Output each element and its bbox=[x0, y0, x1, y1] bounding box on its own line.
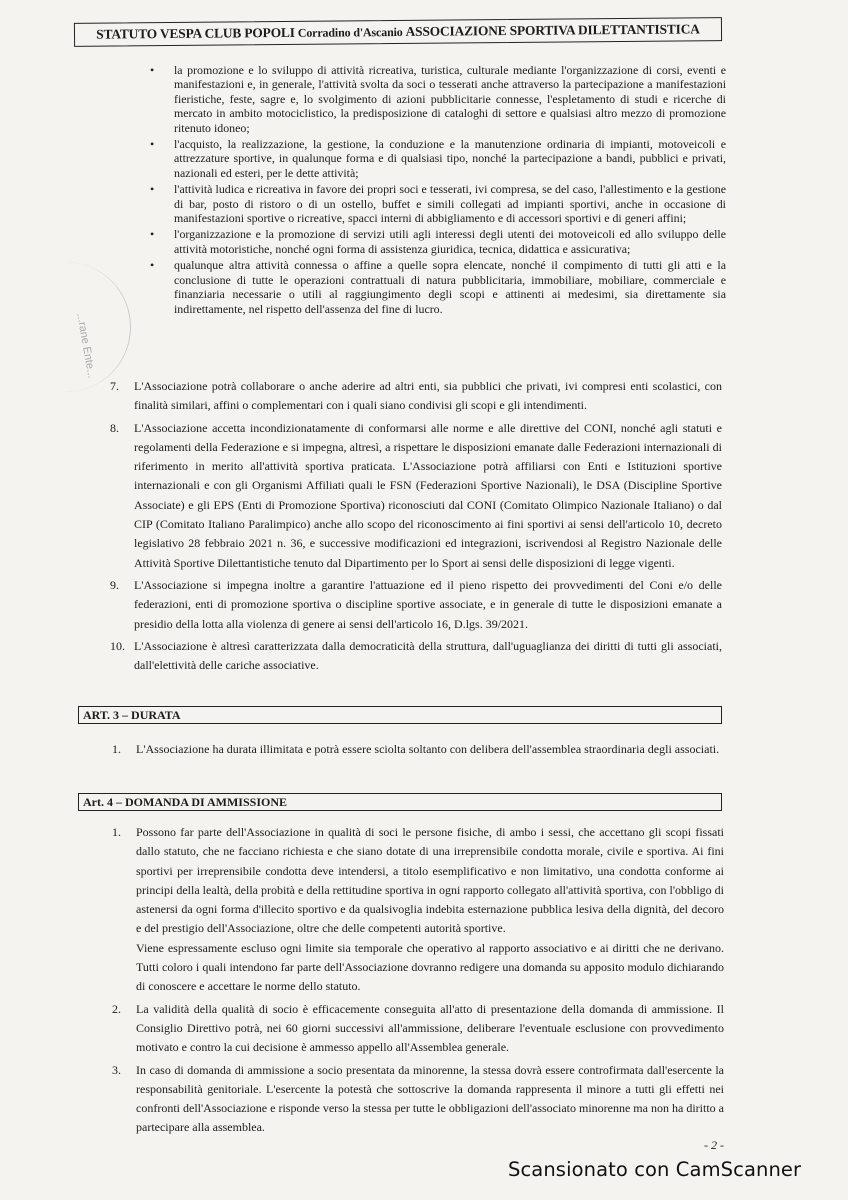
article-2-clauses bbox=[110, 377, 722, 678]
clause-item: 8. L'Associazione accetta incondizionatamente di conformarsi alle norme e alle direttive del CONI, nonché agli statuti e regolamenti della Federazione e si impegna, altresì, a rispettare le disposizioni emanate dalle Federazioni internazionali di riferimento in merito all'attività sportiva praticata. L'Associazione potrà affiliarsi con Enti e Istituzioni sportive internazionali e con gli Organismi Affiliati quali le FSN (Federazioni Sportive Nazionali), le DSA (Discipline Sportive Associate) e gli EPS (Enti di Promozione Sportiva) riconosciuti dal CONI (Comitato Olimpico Nazionale Italiano) o dal CIP (Comitato Italiano Paralimpico) anche allo scopo del riconoscimento ai fini sportivi ai sensi dell'articolo 10, decreto legislativo 28 febbraio 2021 n. 36, e successive modificazioni ed integrazioni, iscrivendosi al Registro Nazionale delle Attività Sportive Dilettantistiche tenuto dal Dipartimento per lo Sport ai sensi delle disposizioni di legge vigenti. bbox=[110, 420, 722, 570]
list-item: • l'attività ludica e ricreativa in favore dei propri soci e tesserati, ivi compresa, se del caso, l'allestimento e la gestione di bar, posto di ristoro o di un ostello, buffet e simili collegati ad impianti sportivi, anche in occasione di manifestazioni sportive o ricreative, spacci interni di abbigliamento e di accessori sportivi e di generi affini; bbox=[150, 182, 726, 226]
bullet-icon: • bbox=[150, 63, 155, 77]
stamp-text: ...rane Ente... bbox=[74, 312, 98, 380]
activities-bullet-list bbox=[148, 63, 726, 318]
bullet-icon: • bbox=[150, 182, 155, 197]
clause-item: 10. L'Associazione è altresì caratterizzata dalla democraticità della struttura, dall'uguaglianza dei diritti di tutti gli associati, dall'elettività delle cariche associative. bbox=[110, 638, 722, 673]
article-3-clauses bbox=[112, 740, 722, 762]
article-4-clauses bbox=[112, 823, 724, 1141]
bullet-icon: • bbox=[150, 227, 155, 242]
header-association-type: ASSOCIAZIONE SPORTIVA DILETTANTISTICA bbox=[405, 21, 700, 39]
article-3-heading: ART. 3 – DURATA bbox=[78, 706, 722, 724]
clause-item: 2. La validità della qualità di socio è efficacemente conseguita all'atto di presentazione della domanda di ammissione. Il Consiglio Direttivo potrà, nei 60 giorni successivi all'ammissione, deliberare l'eventuale esclusione con provvedimento motivato e contro la cui decisione è ammesso appello all'Assemblea generale. bbox=[112, 1001, 724, 1055]
header-club-name: Corradino d'Ascanio bbox=[297, 24, 403, 40]
clause-item: 7. L'Associazione potrà collaborare o anche aderire ad altri enti, sia pubblici che privati, ivi compresi enti scolastici, con finalità similari, affini o complementari con i quali siano condivisi gli scopi e gli intendimenti. bbox=[110, 379, 722, 413]
clause-item: 1. L'Associazione ha durata illimitata e potrà essere sciolta soltanto con delibera dell'assemblea straordinaria degli associati. bbox=[112, 742, 720, 756]
scanner-watermark: Scansionato con CamScanner bbox=[508, 1158, 802, 1181]
clause-item: 3. In caso di domanda di ammissione a socio presentata da minorenne, la stessa dovrà essere controfirmata dall'esercente la responsabilità genitoriale. L'esercente la potestà che sottoscrive la domanda rappresenta il minore a tutti gli effetti nei confronti dell'Associazione e risponde verso la stessa per tutte le obbligazioni dell'associato minorenne ma non ha diritto a partecipare alla assemblea. bbox=[112, 1062, 724, 1135]
header-brand: STATUTO VESPA CLUB POPOLI bbox=[96, 24, 295, 42]
bullet-icon: • bbox=[150, 137, 155, 152]
bullet-icon: • bbox=[150, 258, 155, 273]
clause-item: 1. Possono far parte dell'Associazione in qualità di soci le persone fisiche, di ambo i sessi, che accettano gli scopi fissati dallo statuto, che ne facciano richiesta e che siano dotate di una irreprensibile condotta morale, civile e sportiva. Ai fini sportivi per irreprensibile condotta deve intendersi, a titolo esemplificativo e non limitativo, una condotta conforme ai principi della lealtà, della probità e della rettitudine sportiva in ogni rapporto collegato all'attività sportiva, con l'obbligo di astenersi da ogni forma d'illecito sportivo e da qualsivoglia indebita esternazione pubblica lesiva della dignità, del decoro e del prestigio dell'Associazione, oltre che delle competenti autorità sportive. Viene espressamente escluso ogni limite sia temporale che operativo al rapporto associativo e ai diritti che ne derivano. Tutti coloro i quali intendono far parte dell'Associazione dovranno redigere una domanda su apposito modulo dichiarando di conoscere e accettare le norme dello statuto. bbox=[112, 825, 724, 994]
list-item: • la promozione e lo sviluppo di attività ricreativa, turistica, culturale mediante l'organizzazione di corsi, eventi e manifestazioni e, in generale, l'attività svolta da soci o tesserati anche attraverso la partecipazione a manifestazioni fieristiche, feste, sagre e, lo svolgimento di azioni pubblicitarie connesse, l'espletamento di studi e ricerche di mercato in ambito motociclistico, la predisposizione di cataloghi di settore e qualsiasi altro mezzo di promozione ritenuto idoneo; bbox=[150, 63, 726, 135]
list-item: • qualunque altra attività connessa o affine a quelle sopra elencate, nonché il compimento di tutti gli atti e la conclusione di tutte le operazioni contrattuali di natura pubblicitaria, immobiliare, mobiliare, commerciale e finanziaria necessarie o utili al raggiungimento degli scopi e attinenti ai medesimi, sia direttamente sia indirettamente, nel rispetto dell'assenza del fine di lucro. bbox=[150, 258, 726, 316]
list-item: • l'acquisto, la realizzazione, la gestione, la conduzione e la manutenzione ordinaria di impianti, motoveicoli e attrezzature sportive, in qualunque forma e di qualsiasi tipo, nonché la partecipazione a bandi, pubblici e privati, nazionali ed esteri, per le dette attività; bbox=[150, 137, 726, 180]
clause-item: 9. L'Associazione si impegna inoltre a garantire l'attuazione ed il pieno rispetto dei provvedimenti del Coni e/o delle federazioni, enti di promozione sportiva o discipline sportive associate, e in generale di tutte le disposizioni emanate a presidio della lotta alla violenza di genere ai sensi dell'articolo 16, D.lgs. 39/2021. bbox=[110, 577, 722, 631]
clause-continuation: Viene espressamente escluso ogni limite sia temporale che operativo al rapporto associativo e ai diritti che ne derivano. Tutti coloro i quali intendono far parte dell'Associazione dovranno redigere una domanda su apposito modulo dichiarando di conoscere e accettare le norme dello statuto. bbox=[136, 940, 724, 994]
article-4-heading: Art. 4 – DOMANDA DI AMMISSIONE bbox=[78, 793, 722, 811]
list-item: • l'organizzazione e la promozione di servizi utili agli interessi degli utenti dei motoveicoli ed allo sviluppo delle attività motoristiche, nonché ogni forma di assistenza giuridica, tecnica, didattica e assicurativa; bbox=[150, 227, 726, 256]
document-header bbox=[74, 17, 722, 47]
page-number: - 2 - bbox=[704, 1138, 724, 1152]
